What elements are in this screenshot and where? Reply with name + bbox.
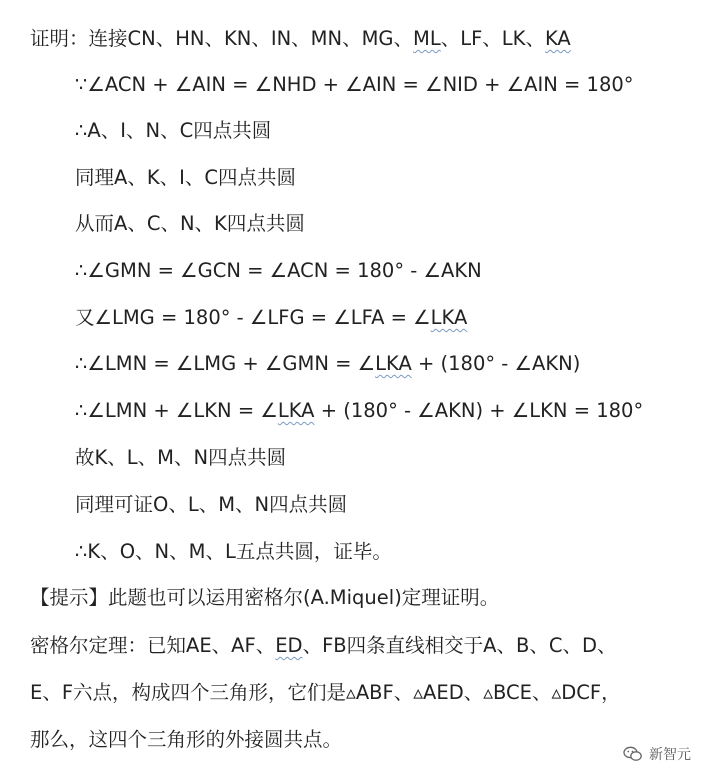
proof-line-8-text-a: ∴∠LMN = ∠LMG + ∠GMN = ∠ (75, 352, 376, 375)
proof-line-1-text-c: 、LF、LK、 (440, 27, 545, 50)
proof-line-8-underlined-lka: LKA (375, 352, 412, 375)
proof-line-9-underlined-lka: LKA (277, 399, 315, 422)
proof-line-1-text-a: 证明：连接CN、HN、KN、IN、MN、MG、 (30, 27, 414, 50)
theorem-line-2: E、F六点，构成四个三角形，它们是▵ABF、▵AED、▵BCE、▵DCF， (30, 681, 621, 704)
theorem-line-1 (30, 633, 617, 659)
proof-line-4: 同理A、K、I、C四点共圆 (75, 166, 296, 189)
proof-line-1 (30, 26, 571, 52)
proof-line-10: 故K、L、M、N四点共圆 (75, 446, 287, 469)
proof-line-7 (75, 305, 467, 331)
proof-line-9-text-c: + (180° - ∠AKN) + ∠LKN = 180° (314, 399, 644, 422)
proof-line-7-text-a: 又∠LMG = 180° - ∠LFG = ∠LFA = ∠ (75, 306, 431, 329)
theorem-line-1-text-c: 、FB四条直线相交于A、B、C、D、 (302, 634, 617, 657)
proof-line-8-text-c: + (180° - ∠AKN) (411, 352, 581, 375)
proof-line-3: ∴A、I、N、C四点共圆 (75, 119, 272, 142)
proof-line-6: ∴∠GMN = ∠GCN = ∠ACN = 180° - ∠AKN (75, 259, 482, 282)
watermark-text: 新智元 (649, 747, 691, 763)
theorem-line-3: 那么，这四个三角形的外接圆共点。 (30, 728, 343, 751)
proof-line-7-underlined-lka: LKA (430, 306, 468, 329)
proof-line-9 (75, 398, 643, 424)
proof-line-11: 同理可证O、L、M、N四点共圆 (75, 493, 348, 516)
proof-line-5: 从而A、C、N、K四点共圆 (75, 212, 305, 235)
proof-line-2: ∵∠ACN + ∠AIN = ∠NHD + ∠AIN = ∠NID + ∠AIN = 180° (75, 73, 634, 96)
watermark (623, 744, 691, 764)
theorem-line-1-text-a: 密格尔定理：已知AE、AF、 (30, 634, 276, 657)
wechat-icon (623, 746, 643, 762)
hint-line: 【提示】此题也可以运用密格尔(A.Miquel)定理证明。 (30, 586, 500, 609)
proof-line-8 (75, 351, 580, 377)
proof-line-12: ∴K、O、N、M、L五点共圆，证毕。 (75, 540, 392, 563)
proof-line-1-underlined-ml: ML (413, 27, 441, 50)
proof-line-1-underlined-ka: KA (544, 27, 571, 50)
theorem-line-1-underlined-ed: ED (275, 634, 303, 657)
proof-line-9-text-a: ∴∠LMN + ∠LKN = ∠ (75, 399, 278, 422)
